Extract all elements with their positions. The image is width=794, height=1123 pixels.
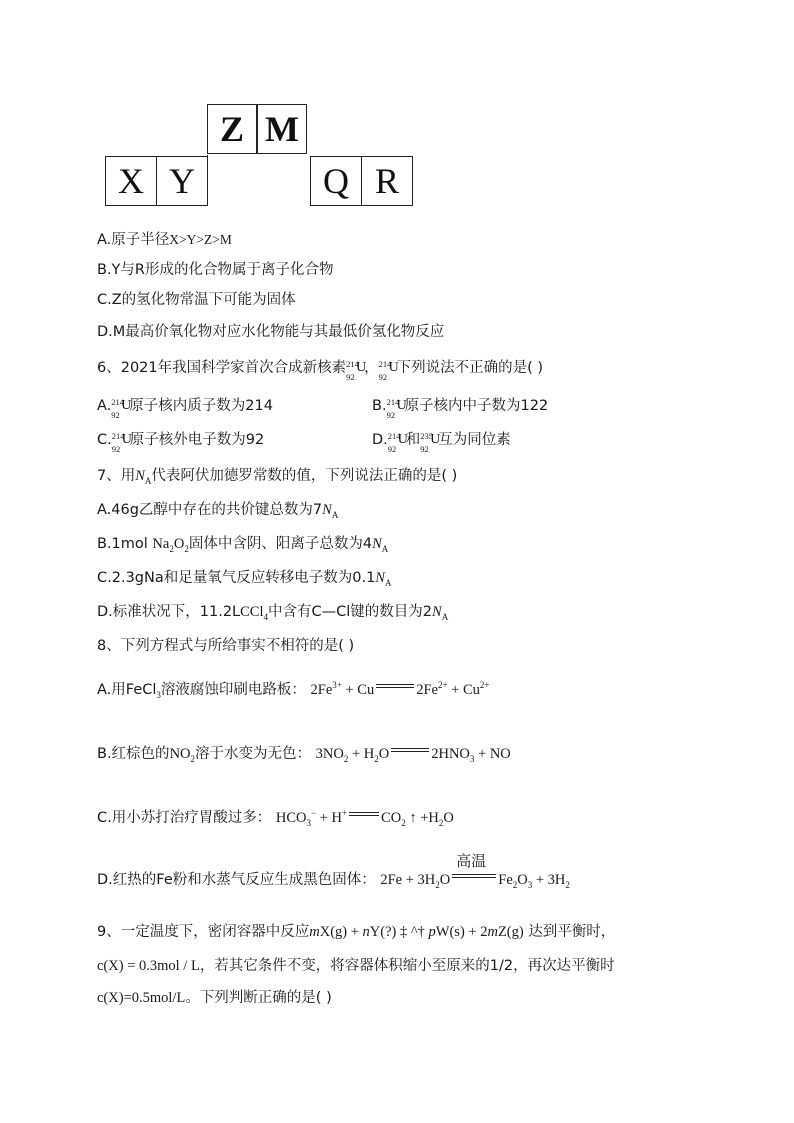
q5-option-d: D.M最高价氧化物对应水化物能与其最低价氢化物反应 bbox=[97, 324, 445, 340]
equals-sign bbox=[391, 747, 429, 755]
grid-cell-z: Z bbox=[207, 104, 257, 154]
q6-option-a: A. 214 92 U 原子核内质子数为214 bbox=[97, 397, 273, 420]
q9-line2: c(X) = 0.3mol / L，若其它条件不变，将容器体积缩小至原来的1/2，再次达平衡时 bbox=[97, 958, 615, 974]
q5-option-a: A.原子半径X>Y>Z>M bbox=[97, 232, 232, 248]
q6-option-d: D. 214 92 U 和 235 92 U 互为同位素 bbox=[372, 431, 511, 454]
q7-option-b: B.1mol $Na_2O_2$固体中含阴、阳离子总数为$4N_A$ bbox=[97, 536, 389, 554]
equals-sign bbox=[349, 811, 379, 819]
q8-option-a: A.用FeCl$_3$溶液腐蚀印刷电路板： $2Fe^{3+} + Cu$ $2Fe^{2+} + Cu^{2+}$ bbox=[97, 680, 490, 700]
q7-option-a: A.46g乙醇中存在的共价键总数为$7N_A$ bbox=[97, 502, 339, 520]
grid-connector bbox=[207, 155, 208, 157]
nuclide-u214: 214 92 U bbox=[378, 359, 399, 382]
grid-cell-x: X bbox=[105, 156, 157, 206]
grid-cell-q: Q bbox=[310, 156, 362, 206]
q5-option-b: B.Y与R形成的化合物属于离子化合物 bbox=[97, 262, 334, 278]
q6-stem: 6、2021年我国科学家首次合成新核素 214 92 U ， 214 92 U 下列说法不正确的是( ) bbox=[97, 356, 543, 378]
q9-line3: c(X)=0.5mol/L。下列判断正确的是( ) bbox=[97, 990, 332, 1006]
q5-option-c: C.Z的氢化物常温下可能为固体 bbox=[97, 292, 296, 308]
q8-option-c: C.用小苏打治疗胃酸过多： $HCO_3^- + H^+$ $CO_2$ ↑ $+H_2O$ bbox=[97, 808, 454, 828]
nuclide-u214: 214 92 U bbox=[346, 359, 367, 382]
q6-option-c: C. 214 92 U 原子核外电子数为92 bbox=[97, 431, 265, 454]
q8-option-b: B.红棕色的$NO_2$溶于水变为无色： $3NO_2 + H_2O$ $2HNO_3$ + NO bbox=[97, 746, 511, 764]
high-temp-equals-sign: 高温 bbox=[452, 873, 496, 881]
q7-stem: 7、用$N_A$代表阿伏加德罗常数的值，下列说法正确的是( ) bbox=[97, 468, 458, 486]
q8-stem: 8、下列方程式与所给事实不相符的是( ) bbox=[97, 638, 355, 654]
q7-option-c: C.2.3gNa和足量氧气反应转移电子数为$0.1N_A$ bbox=[97, 570, 392, 588]
q9-line1: 9、一定温度下，密闭容器中反应mX(g) + nY(?) ‡ ^† pW(s) + 2mZ(g) 达到平衡时， bbox=[97, 924, 616, 940]
grid-cell-m: M bbox=[257, 104, 307, 154]
equals-sign bbox=[376, 683, 414, 691]
grid-cell-y: Y bbox=[156, 156, 208, 206]
q8-option-d: D.红热的Fe粉和水蒸气反应生成黑色固体： $2Fe + 3H_2O$ 高温 $Fe_2O_3 + 3H_2$ bbox=[97, 852, 570, 890]
q6-option-b: B. 214 92 U 原子核内中子数为122 bbox=[372, 397, 549, 420]
grid-cell-r: R bbox=[361, 156, 413, 206]
q7-option-d: D.标准状况下，11.2LCCl$_4$中含有C—Cl键的数目为$2N_A$ bbox=[97, 604, 449, 622]
